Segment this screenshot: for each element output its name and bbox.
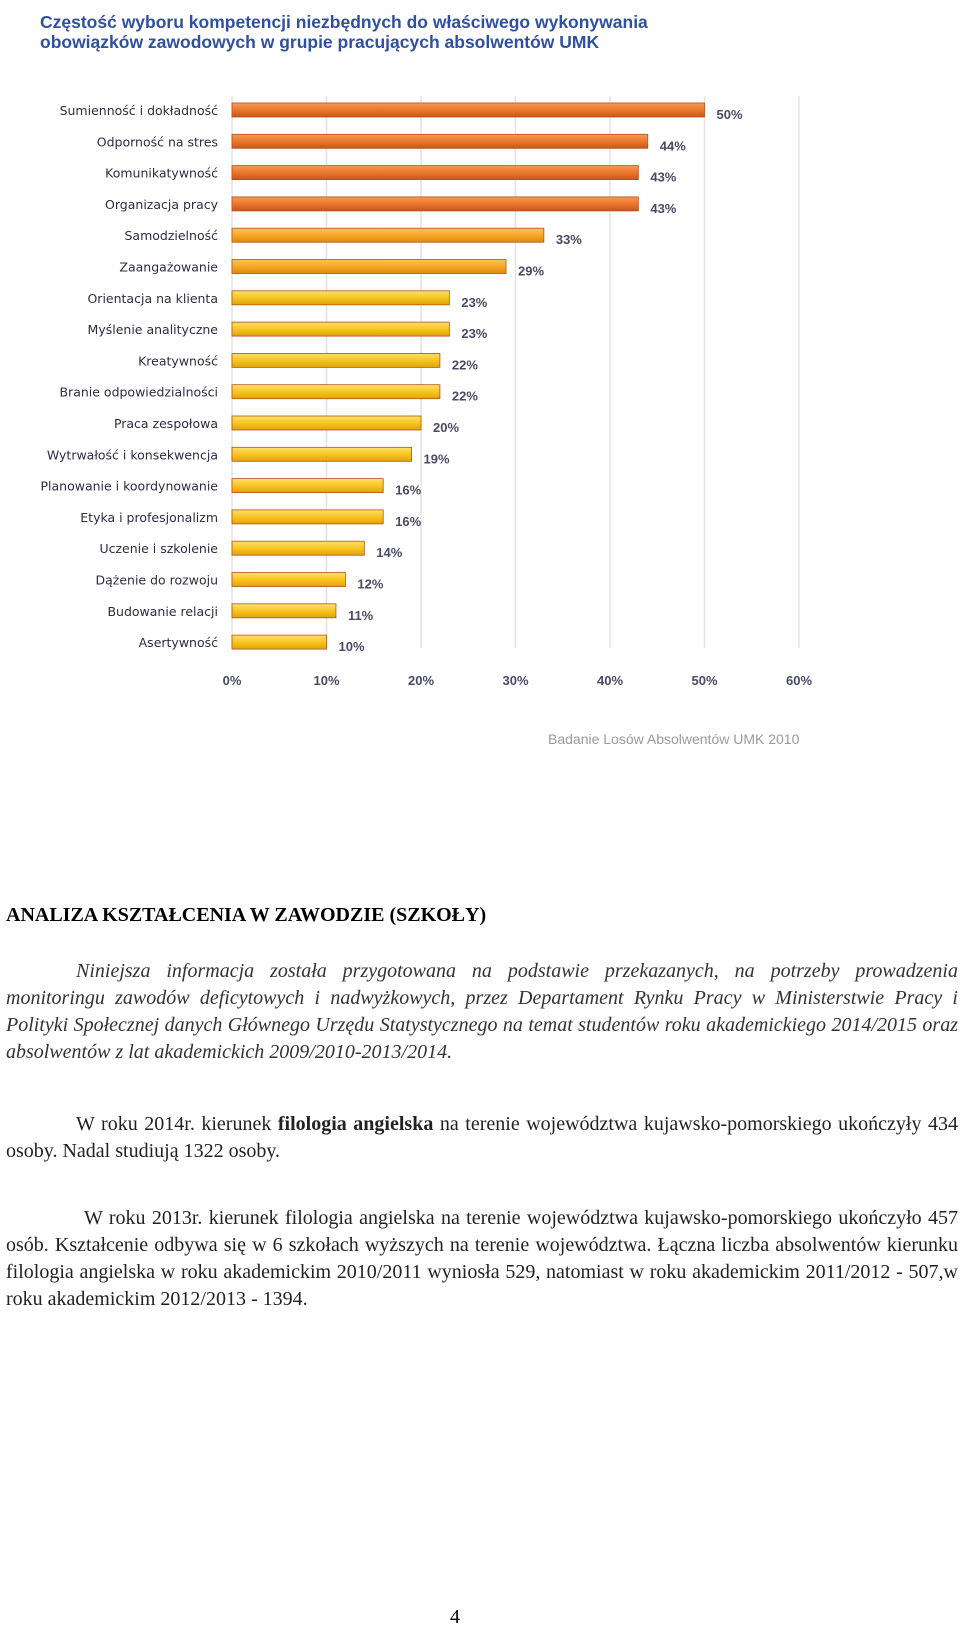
intro-paragraph [6, 958, 958, 1066]
category-label: Sumienność i dokładność [59, 103, 218, 118]
section-heading: ANALIZA KSZTAŁCENIA W ZAWODZIE (SZKOŁY) [6, 904, 487, 926]
bar [232, 479, 383, 493]
bar [232, 228, 544, 242]
bar [232, 103, 705, 117]
category-label: Dążenie do rozwoju [95, 572, 218, 588]
category-label: Budowanie relacji [107, 603, 218, 619]
bar [232, 416, 421, 430]
category-label: Asertywność [138, 635, 218, 651]
data-label: 44% [659, 138, 686, 154]
bar [232, 447, 412, 461]
category-labels [40, 103, 218, 650]
category-label: Praca zespołowa [113, 416, 218, 431]
x-tick-label: 50% [691, 673, 718, 688]
category-label: Myślenie analityczne [87, 322, 218, 338]
category-label: Zaangażowanie [119, 259, 218, 275]
category-label: Komunikatywność [105, 165, 218, 181]
data-label: 14% [376, 545, 403, 561]
data-label: 43% [650, 200, 677, 216]
category-label: Branie odpowiedzialności [59, 384, 218, 400]
bar-chart [0, 0, 960, 760]
bar [232, 541, 364, 555]
data-label: 12% [357, 576, 384, 592]
category-label: Odporność na stres [96, 134, 218, 150]
bar [232, 353, 440, 367]
data-label: 11% [347, 607, 374, 623]
x-tick-label: 10% [313, 673, 340, 688]
data-label: 16% [395, 513, 422, 529]
bar [232, 604, 336, 618]
data-label: 23% [461, 294, 488, 310]
p2-text-after: na terenie województwa kujawsko-pomorskiego ukończyły 434 osoby. Nadal studiują 1322 osoby. [6, 1113, 959, 1162]
bar [232, 510, 383, 524]
field-of-study: filologia angielska [277, 1113, 434, 1135]
data-label: 19% [423, 451, 450, 467]
x-tick-label: 20% [407, 673, 435, 688]
p2-text-before: W roku 2014r. kierunek [76, 1113, 278, 1135]
bar [232, 635, 327, 649]
category-label: Orientacja na klienta [87, 290, 218, 306]
x-tick-label: 60% [785, 673, 813, 688]
value-labels [339, 107, 743, 654]
chart-source: Badanie Losów Absolwentów UMK 2010 [548, 731, 800, 747]
category-label: Wytrwałość i konsekwencja [46, 447, 218, 463]
data-label: 20% [433, 420, 460, 435]
bar [232, 134, 648, 148]
intro-text: Niniejsza informacja została przygotowana na podstawie przekazanych, na potrzeby prowadzenia monitoringu zawodów deficytowych i nadwyżkowych, przez Departament Rynku Pracy w Ministerstwie Pracy i Polityki Społecznej danych Głównego Urzędu Statystycznego na temat studentów roku akademickiego 2014/2015 oraz absolwentów z lat akademickich 2009/2010-2013/2014. [6, 960, 958, 1063]
category-label: Samodzielność [124, 228, 218, 244]
x-tick-label: 30% [502, 673, 529, 688]
bar [232, 291, 449, 305]
category-label: Uczenie i szkolenie [99, 541, 218, 557]
bar [232, 322, 449, 336]
category-label: Etyka i profesjonalizm [80, 509, 218, 525]
bars [232, 103, 705, 649]
x-tick-label: 0% [222, 673, 242, 688]
category-label: Planowanie i koordynowanie [40, 478, 218, 494]
x-axis-ticks [223, 673, 813, 688]
paragraph-2014 [6, 1111, 958, 1165]
p3-text: W roku 2013r. kierunek filologia angielska na terenie województwa kujawsko-pomorskiego ukończyło 457 osób. Kształcenie odbywa się w 6 szkołach wyższych na terenie województwa. Łączna liczba absolwentów kierunku filologia angielska w roku akademickim 2010/2011 wyniosła 529, natomiast w roku akademickim 2011/2012 - 507,w roku akademickim 2012/2013 - 1394. [6, 1207, 958, 1310]
paragraph-2013 [6, 1205, 958, 1313]
bar [232, 385, 440, 399]
category-label: Kreatywność [138, 353, 218, 369]
chart-title: Częstość wyboru kompetencji niezbędnych do właściwego wykonywania obowiązków zawodowych w grupie pracujących absolwentów UMK [40, 12, 648, 52]
bar [232, 197, 638, 211]
data-label: 50% [716, 107, 743, 122]
data-label: 10% [338, 639, 365, 655]
data-label: 23% [461, 326, 488, 342]
data-label: 33% [555, 232, 582, 248]
page-number: 4 [450, 1606, 460, 1628]
data-label: 43% [650, 169, 677, 185]
x-tick-label: 40% [596, 673, 624, 688]
bar [232, 573, 345, 587]
bar [232, 166, 638, 180]
data-label: 22% [451, 388, 478, 404]
bar [232, 260, 506, 274]
category-label: Organizacja pracy [105, 196, 218, 212]
data-label: 16% [395, 482, 422, 498]
data-label: 22% [451, 357, 478, 373]
data-label: 29% [518, 263, 545, 279]
